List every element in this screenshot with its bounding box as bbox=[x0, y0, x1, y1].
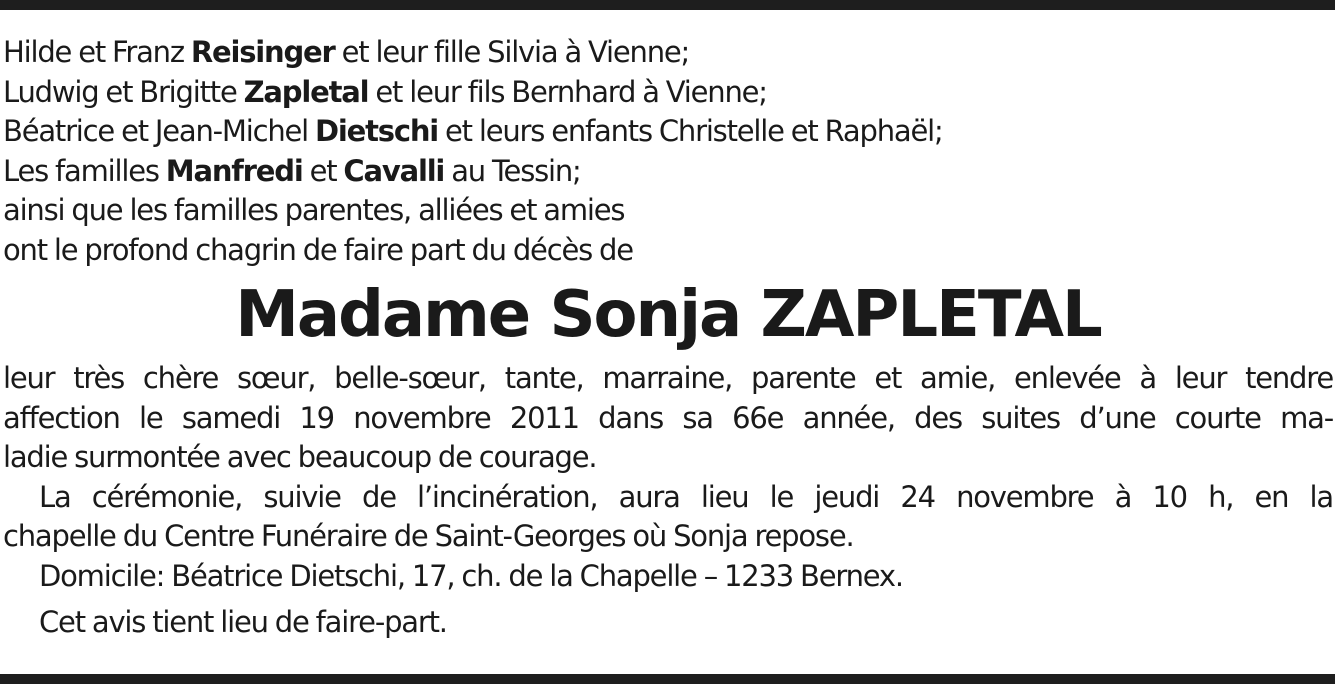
obituary-notice bbox=[3, 33, 1333, 643]
surname-reisinger: Reisinger bbox=[190, 35, 335, 69]
deceased-name-heading: Madame Sonja ZAPLETAL bbox=[235, 278, 1101, 352]
family-line-manfredi-cavalli: Les familles Manfredi et Cavalli au Tessin; bbox=[3, 153, 581, 188]
ceremony-line-2: chapelle du Centre Funéraire de Saint-Georges où Sonja repose. bbox=[3, 519, 854, 553]
surname-cavalli: Cavalli bbox=[343, 153, 445, 188]
family-line-reisinger: Hilde et Franz Reisinger et leur fille Silvia à Vienne; bbox=[3, 35, 690, 69]
tribute-line-1: leur très chère sœur, belle-sœur, tante, marraine, parente et amie, enlevée à leur tendre bbox=[3, 361, 1333, 395]
family-line-dietschi: Béatrice et Jean-Michel Dietschi et leurs enfants Christelle et Raphaël; bbox=[3, 114, 943, 148]
family-line-relatives: ainsi que les familles parentes, alliées et amies bbox=[3, 193, 625, 227]
announcement-line: ont le profond chagrin de faire part du décès de bbox=[3, 232, 633, 267]
surname-dietschi: Dietschi bbox=[315, 114, 439, 148]
surname-zapletal: Zapletal bbox=[243, 74, 369, 109]
top-border-rule bbox=[0, 0, 1335, 10]
tribute-line-2: affection le samedi 19 novembre 2011 dans sa 66e année, des suites d’une courte ma- bbox=[3, 400, 1333, 435]
surname-manfredi: Manfredi bbox=[165, 153, 303, 188]
family-line-zapletal: Ludwig et Brigitte Zapletal et leur fils Bernhard à Vienne; bbox=[3, 74, 767, 109]
domicile-line: Domicile: Béatrice Dietschi, 17, ch. de la Chapelle – 1233 Bernex. bbox=[39, 558, 903, 593]
closing-line: Cet avis tient lieu de faire-part. bbox=[39, 605, 447, 639]
ceremony-line-1: La cérémonie, suivie de l’incinération, aura lieu le jeudi 24 novembre à 10 h, en la bbox=[39, 479, 1333, 514]
tribute-line-3: ladie surmontée avec beaucoup de courage. bbox=[3, 440, 597, 474]
bottom-border-rule bbox=[0, 674, 1335, 684]
